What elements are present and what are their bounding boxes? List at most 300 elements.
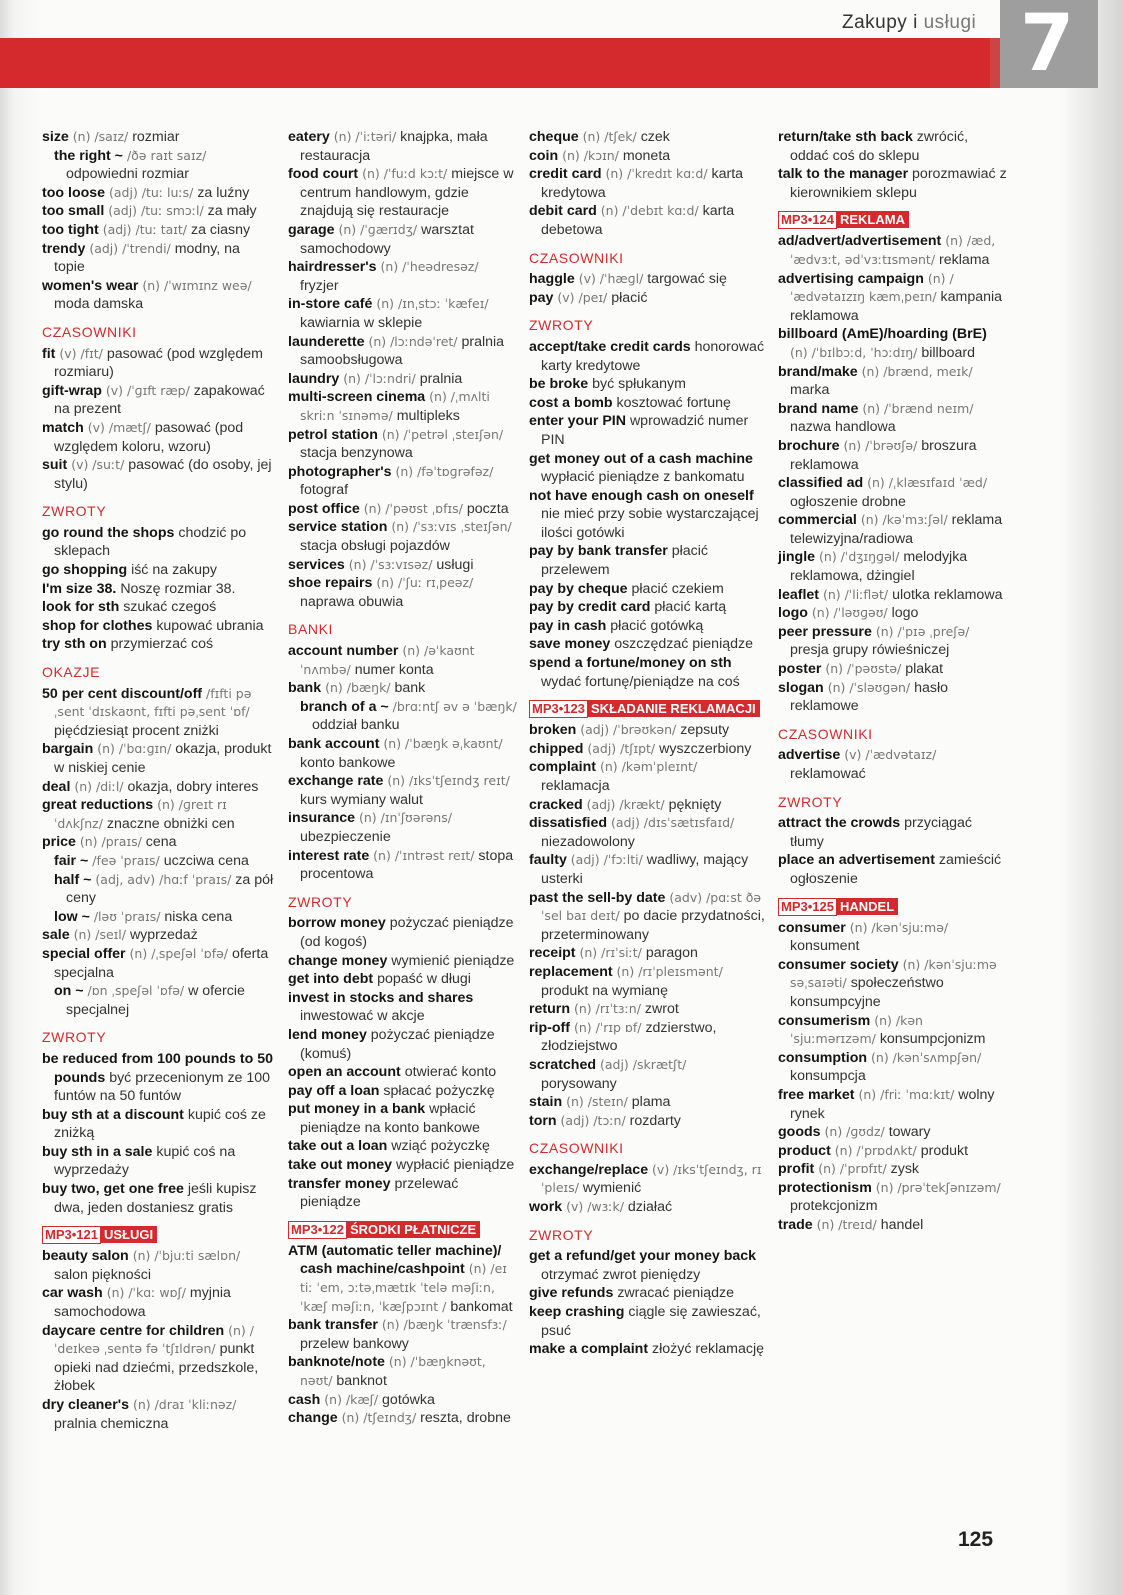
- entry-term: post office: [288, 500, 360, 517]
- vocab-entry: [288, 642, 518, 679]
- entry-translation: przelewać pieniądze: [300, 1175, 459, 1211]
- entry-phonetic: (n) /ˈiːtəri/: [333, 129, 397, 144]
- entry-translation: okazja, dobry interes: [127, 778, 259, 795]
- vocab-entry: [529, 1284, 765, 1303]
- entry-term: keep crashing: [529, 1304, 625, 1321]
- vocab-entry: [529, 338, 765, 375]
- entry-translation: złożyć reklamację: [652, 1341, 764, 1358]
- vocab-entry: [529, 542, 765, 579]
- entry-term: brand name: [778, 400, 859, 417]
- audio-section-title: REKLAMA: [837, 211, 909, 228]
- entry-translation: w ofercie specjalnej: [66, 983, 245, 1018]
- entry-term: banknote/note: [288, 1354, 385, 1371]
- entry-phonetic: /fɪfti pəˌsent ˈdɪskaʊnt, fɪfti pəˌsent ˈɒf/: [54, 685, 252, 720]
- vocab-entry: [288, 1175, 518, 1212]
- section-heading: ZWROTY: [288, 893, 353, 910]
- entry-term: buy sth in a sale: [42, 1143, 153, 1160]
- entry-phonetic: (n) /ˈpetrəl ˌsteɪʃən/: [381, 426, 504, 442]
- entry-translation: za luźny: [197, 184, 250, 201]
- vocab-entry: [42, 1284, 274, 1321]
- entry-term: bargain: [42, 741, 94, 758]
- entry-term: stain: [529, 1094, 563, 1111]
- entry-term: peer pressure: [778, 623, 872, 640]
- entry-term: haggle: [529, 271, 575, 288]
- audio-track-tag: MP3•121: [42, 1226, 101, 1244]
- entry-phonetic: /feə ˈpraɪs/: [92, 852, 160, 868]
- entry-phonetic: (n) /ˈlɔːndri/: [343, 370, 416, 386]
- entry-phonetic: (adj) /krækt/: [586, 796, 665, 812]
- audio-track-tag: MP3•122: [288, 1221, 347, 1239]
- entry-term: change: [288, 1410, 338, 1427]
- entry-term: spend a fortune/money on sth: [529, 655, 732, 672]
- entry-term: pay by credit card: [529, 599, 651, 616]
- vocab-entry: [288, 295, 518, 332]
- entry-term: look for sth: [42, 599, 120, 616]
- vocab-entry: [42, 945, 274, 982]
- vocab-entry: [42, 1106, 274, 1143]
- entry-phonetic: (n) /rɪˈtɜːn/: [573, 1001, 641, 1017]
- entry-phonetic: (n) /ˈbrəʊʃə/: [843, 437, 918, 453]
- entry-phonetic: (adj) /skrætʃt/: [599, 1056, 687, 1072]
- entry-translation: otrzymać zwrot pieniędzy: [541, 1266, 701, 1283]
- entry-phonetic: (n) /ˈkɑː wɒʃ/: [106, 1285, 186, 1301]
- vocab-entry: [529, 147, 765, 166]
- entry-translation: płacić przelewem: [541, 543, 709, 579]
- entry-term: trendy: [42, 240, 86, 257]
- entry-phonetic: (n) /ˌklæsɪfaɪd ˈæd/: [867, 475, 988, 491]
- entry-term: put money in a bank: [288, 1101, 426, 1118]
- vocab-entry: [288, 847, 518, 884]
- entry-term: billboard (AmE)/hoarding (BrE): [778, 326, 987, 343]
- vocab-entry: [42, 345, 274, 382]
- vocab-entry: [288, 556, 518, 575]
- entry-term: services: [288, 556, 345, 573]
- entry-term: get money out of a cash machine: [529, 450, 753, 467]
- entry-term: change money: [288, 952, 388, 969]
- entry-translation: za pół ceny: [66, 871, 274, 907]
- entry-phonetic: (n) /friː ˈmɑːkɪt/: [858, 1086, 955, 1102]
- entry-phonetic: (n) /kæʃ/: [324, 1391, 379, 1407]
- vocab-entry: [778, 623, 1008, 660]
- vocab-entry: [529, 796, 765, 815]
- vocab-entry: [778, 363, 1008, 400]
- entry-term: leaflet: [778, 586, 820, 603]
- entry-term: multi-screen cinema: [288, 389, 426, 406]
- entry-phonetic: (n) /ˈɡærɪdʒ/: [338, 221, 418, 237]
- entry-term: coin: [529, 147, 559, 164]
- entry-phonetic: (n) /ˈprɒfɪt/: [818, 1161, 887, 1177]
- entry-phonetic: (n) /kənˈsjuːmə səˌsaɪəti/: [790, 956, 997, 991]
- entry-translation: kampania reklamowa: [790, 289, 1003, 324]
- entry-term: shoe repairs: [288, 575, 373, 592]
- entry-term: deal: [42, 778, 71, 795]
- entry-phonetic: (n) /ˈpəʊstə/: [825, 661, 902, 677]
- entry-phonetic: (v) /ˈhæɡl/: [578, 271, 644, 287]
- entry-translation: billboard: [921, 344, 975, 361]
- entry-term: pay: [529, 289, 554, 306]
- entry-term: trade: [778, 1217, 813, 1234]
- vocab-entry: [288, 735, 518, 772]
- vocab-entry: [288, 370, 518, 389]
- entry-phonetic: (n) /ˈkredɪt kɑːd/: [605, 166, 708, 182]
- vocab-entry: [288, 698, 518, 735]
- vocab-entry: [529, 944, 765, 963]
- vocab-entry: [42, 982, 274, 1019]
- entry-translation: chodzić po sklepach: [54, 524, 247, 560]
- vocab-entry: [42, 796, 274, 833]
- entry-term: service station: [288, 519, 388, 536]
- vocab-entry: [529, 128, 765, 147]
- entry-term: laundry: [288, 370, 340, 387]
- entry-translation: protekcjonizm: [790, 1198, 878, 1215]
- header-red-bar: [0, 38, 990, 88]
- entry-translation: targować się: [647, 271, 727, 288]
- vocab-entry: [288, 772, 518, 809]
- entry-phonetic: (n) /ˌmʌlti skriːn ˈsɪnəmə/: [300, 389, 490, 423]
- entry-translation: moneta: [622, 147, 671, 164]
- entry-term: try sth on: [42, 636, 107, 653]
- entry-phonetic: (n) /ˈædvətaɪzɪŋ kæmˌpeɪn/: [790, 270, 954, 305]
- entry-term: advertise: [778, 747, 841, 764]
- vocab-entry: [42, 598, 274, 617]
- entry-phonetic: /ləʊ ˈpraɪs/: [93, 908, 161, 924]
- entry-translation: plakat: [905, 661, 944, 678]
- entry-term: cost a bomb: [529, 394, 613, 411]
- vocab-entry: [529, 202, 765, 239]
- entry-translation: moda damska: [54, 296, 144, 313]
- entry-term: jingle: [778, 549, 816, 566]
- entry-phonetic: (n) /bæŋk/: [325, 680, 391, 696]
- entry-phonetic: (adj) /ˈfɔːlti/: [570, 852, 643, 868]
- entry-phonetic: (v) /wɜːk/: [566, 1199, 624, 1215]
- entry-term: transfer money: [288, 1175, 391, 1192]
- entry-phonetic: (n) /seɪl/: [73, 927, 126, 943]
- entry-phonetic: (adj) /dɪsˈsætɪsfaɪd/: [611, 815, 735, 831]
- entry-translation: inwestować w akcje: [300, 1008, 425, 1025]
- entry-phonetic: /brɑːntʃ əv ə ˈbæŋk/: [392, 698, 517, 714]
- entry-phonetic: (n) /ˈbæŋknəʊt, nəʊt/: [300, 1354, 486, 1388]
- entry-translation: reszta, drobne: [420, 1410, 511, 1427]
- entry-translation: usługi: [436, 556, 474, 573]
- entry-term: branch of a ~: [300, 698, 389, 715]
- section-heading: ZWROTY: [42, 503, 107, 520]
- entry-translation: społeczeństwo konsumpcyjne: [790, 975, 944, 1010]
- vocab-entry: [778, 1086, 1008, 1123]
- entry-phonetic: (n) /ɪnˌstɔː ˈkæfeɪ/: [376, 296, 489, 312]
- vocab-entry: [529, 889, 765, 945]
- vocab-entry: [42, 128, 274, 147]
- entry-translation: stacja benzynowa: [300, 445, 413, 462]
- entry-phonetic: (n) /ˈpɪə ˌpreʃə/: [875, 623, 970, 639]
- entry-phonetic: (n) /ˈbɪlbɔːd, ˈhɔːdɪŋ/: [790, 344, 918, 360]
- entry-term: slogan: [778, 679, 824, 696]
- entry-phonetic: (adj) /tuː luːs/: [109, 184, 194, 200]
- entry-translation: płacić gotówką: [610, 617, 704, 634]
- entry-translation: znaczne obniżki cen: [106, 815, 235, 832]
- entry-translation: pasować (do osoby, jej stylu): [54, 457, 272, 492]
- vocab-entry: [288, 388, 518, 425]
- entry-phonetic: (n) /brænd, meɪk/: [861, 363, 973, 379]
- entry-term: size: [42, 129, 69, 145]
- entry-translation: popaść w długi: [377, 971, 471, 988]
- entry-term: invest in stocks and shares: [288, 989, 474, 1006]
- entry-translation: wymienić pieniądze: [391, 952, 515, 969]
- vocab-entry: [288, 165, 518, 221]
- entry-translation: wadliwy, mający usterki: [541, 852, 749, 887]
- vocab-entry: [778, 956, 1008, 1012]
- entry-translation: karta kredytowa: [541, 166, 744, 201]
- entry-term: credit card: [529, 166, 602, 183]
- vocab-entry: [288, 1082, 518, 1101]
- entry-phonetic: (n) /ˈsɜːvɪs ˌsteɪʃən/: [391, 519, 512, 535]
- entry-translation: iść na zakupy: [131, 562, 218, 579]
- entry-phonetic: (v) /peɪ/: [557, 289, 608, 305]
- vocab-entry: [529, 270, 765, 289]
- chapter-number: 7: [1020, 0, 1075, 89]
- vocab-entry: [778, 1179, 1008, 1216]
- entry-translation: banknot: [336, 1373, 387, 1389]
- vocab-entry: [529, 1340, 765, 1359]
- entry-phonetic: (n) /fəˈtɒɡrəfəz/: [395, 463, 494, 479]
- entry-term: take out a loan: [288, 1138, 388, 1155]
- entry-term: I'm size 38.: [42, 580, 117, 597]
- vocab-entry: [288, 1100, 518, 1137]
- entry-translation: kurs wymiany walut: [300, 791, 423, 808]
- audio-section-heading: [778, 211, 1008, 229]
- vocab-column-1: [42, 128, 274, 1433]
- entry-term: petrol station: [288, 426, 378, 443]
- entry-translation: gotówka: [382, 1391, 435, 1408]
- entry-translation: multipleks: [396, 407, 460, 424]
- entry-term: protectionism: [778, 1179, 872, 1196]
- entry-term: return/take sth back: [778, 129, 913, 145]
- entry-term: product: [778, 1142, 831, 1159]
- entry-translation: wyszczerbiony: [659, 740, 752, 757]
- section-heading: CZASOWNIKI: [529, 249, 624, 266]
- vocab-entry: [778, 679, 1008, 716]
- entry-translation: bank: [394, 680, 426, 697]
- entry-translation: knajpka, mała restauracja: [300, 129, 488, 164]
- entry-phonetic: (v) /ɪksˈtʃeɪndʒ, rɪˈpleɪs/: [541, 1161, 762, 1196]
- vocab-entry: [778, 604, 1008, 623]
- entry-term: logo: [778, 605, 808, 622]
- entry-translation: rozdarty: [629, 1112, 681, 1129]
- entry-term: too tight: [42, 221, 99, 238]
- entry-term: exchange rate: [288, 773, 384, 790]
- entry-term: commercial: [778, 512, 857, 529]
- entry-translation: przymierzać coś: [110, 636, 214, 653]
- vocab-entry: [529, 758, 765, 795]
- vocab-entry: [529, 654, 765, 691]
- entry-translation: działać: [627, 1199, 673, 1216]
- entry-term: go shopping: [42, 562, 128, 579]
- entry-phonetic: (adj) /ˈtrendi/: [89, 240, 171, 256]
- entry-phonetic: (n) /diːl/: [74, 778, 124, 794]
- entry-term: pay in cash: [529, 617, 607, 634]
- entry-term: advertising campaign: [778, 270, 924, 287]
- vocab-entry: [529, 1019, 765, 1056]
- entry-term: dry cleaner's: [42, 1397, 129, 1413]
- vocab-entry: [778, 437, 1008, 474]
- vocab-entry: [529, 487, 765, 543]
- vocab-entry: [288, 1156, 518, 1175]
- entry-term: scratched: [529, 1056, 597, 1073]
- entry-phonetic: /ɒn ˌspeʃəl ˈɒfə/: [87, 983, 185, 999]
- entry-term: dissatisfied: [529, 815, 608, 832]
- entry-translation: naprawa obuwia: [300, 593, 404, 610]
- entry-term: special offer: [42, 945, 126, 962]
- vocab-entry: [778, 919, 1008, 956]
- entry-translation: myjnia samochodowa: [54, 1285, 231, 1321]
- vocab-entry: [288, 1137, 518, 1156]
- vocab-entry: [529, 851, 765, 888]
- header-red-bar-edge: [990, 38, 1000, 88]
- entry-phonetic: (n) /treɪd/: [816, 1217, 877, 1233]
- section-heading: CZASOWNIKI: [529, 1140, 624, 1157]
- vocab-column-2: [288, 128, 518, 1428]
- entry-translation: wydać fortunę/pieniądze na coś: [541, 673, 740, 690]
- vocab-entry: [529, 617, 765, 636]
- entry-term: ATM (automatic teller machine)/ cash machine/cashpoint: [288, 1242, 502, 1278]
- entry-term: brand/make: [778, 363, 858, 380]
- entry-translation: pasować (pod względem koloru, wzoru): [54, 419, 244, 455]
- vocab-entry: [42, 184, 274, 203]
- entry-term: give refunds: [529, 1285, 614, 1302]
- entry-translation: towary: [888, 1124, 931, 1141]
- entry-term: photographer's: [288, 463, 392, 480]
- entry-phonetic: (n) /praɪs/: [79, 834, 142, 850]
- entry-term: buy two, get one free: [42, 1181, 184, 1198]
- entry-phonetic: (n) /ɪnˈʃʊərəns/: [358, 810, 452, 826]
- entry-term: bank account: [288, 736, 380, 752]
- entry-phonetic: (n) /kənˈsjuːmərɪzəm/: [790, 1012, 923, 1047]
- entry-term: gift-wrap: [42, 382, 102, 399]
- audio-section-heading: [288, 1221, 518, 1239]
- audio-track-tag: MP3•123: [529, 700, 588, 718]
- section-heading: CZASOWNIKI: [778, 725, 873, 742]
- entry-term: save money: [529, 636, 611, 653]
- vocab-entry: [529, 1093, 765, 1112]
- entry-translation: kupić coś ze zniżką: [54, 1106, 266, 1142]
- entry-translation: czek: [640, 129, 670, 145]
- entry-phonetic: (n) /ˈləʊɡəʊ/: [811, 605, 888, 621]
- vocab-entry: [42, 926, 274, 945]
- entry-term: half ~: [54, 871, 92, 888]
- entry-term: debit card: [529, 203, 597, 220]
- section-heading: CZASOWNIKI: [42, 323, 137, 340]
- entry-term: food court: [288, 166, 359, 183]
- vocab-entry: [42, 778, 274, 797]
- entry-phonetic: (n) /rɪˈpleɪsmənt/: [616, 963, 723, 979]
- entry-term: attract the crowds: [778, 815, 901, 832]
- entry-translation: okazja, produkt w niskiej cenie: [54, 741, 272, 776]
- vocab-entry: [42, 833, 274, 852]
- entry-translation: zysk: [890, 1161, 919, 1178]
- vocab-entry: [42, 277, 274, 314]
- entry-translation: przelew bankowy: [300, 1335, 409, 1352]
- section-title-part1: Zakupy i: [842, 12, 918, 33]
- vocab-entry: [42, 202, 274, 221]
- entry-term: cash: [288, 1391, 321, 1408]
- entry-translation: miejsce w centrum handlowym, gdzie znajdują się restauracje: [300, 166, 514, 220]
- entry-translation: punkt opieki nad dziećmi, przedszkole, żłobek: [54, 1341, 259, 1395]
- audio-section-title: SKŁADANIE REKLAMACJI: [588, 700, 760, 717]
- entry-translation: kawiarnia w sklepie: [300, 314, 423, 331]
- entry-term: talk to the manager: [778, 166, 909, 183]
- entry-translation: ulotka reklamowa: [892, 586, 1003, 603]
- vocab-entry: [529, 1112, 765, 1131]
- entry-term: faulty: [529, 852, 567, 869]
- vocab-entry: [42, 240, 274, 277]
- entry-phonetic: (adj) /tuː taɪt/: [102, 221, 188, 237]
- vocab-entry: [288, 914, 518, 951]
- entry-term: complaint: [529, 759, 597, 776]
- vocab-entry: [778, 586, 1008, 605]
- entry-translation: płacić: [611, 289, 648, 306]
- entry-phonetic: (adv) /pɑːst ðə ˈsel baɪ deɪt/: [541, 889, 762, 924]
- vocab-entry: [288, 809, 518, 846]
- entry-translation: reklama telewizyjna/radiowa: [790, 512, 1003, 547]
- vocab-entry: [778, 851, 1008, 888]
- vocab-entry: [288, 1026, 518, 1063]
- entry-term: chipped: [529, 740, 584, 757]
- audio-section-heading: [778, 898, 1008, 916]
- entry-phonetic: (n) /ˈprɒdʌkt/: [834, 1142, 917, 1158]
- entry-term: enter your PIN: [529, 413, 626, 430]
- vocab-entry: [42, 1322, 274, 1396]
- entry-term: insurance: [288, 810, 356, 827]
- vocab-entry: [778, 1049, 1008, 1086]
- entry-translation: nazwa handlowa: [790, 419, 896, 436]
- entry-translation: jeśli kupisz dwa, jeden dostaniesz gratis: [54, 1181, 257, 1216]
- entry-translation: spłacać pożyczkę: [383, 1082, 495, 1099]
- entry-translation: stacja obsługi pojazdów: [300, 538, 450, 555]
- entry-phonetic: (n) /steɪn/: [566, 1094, 628, 1110]
- entry-translation: presja grupy rówieśniczej: [790, 642, 950, 659]
- vocab-entry: [288, 679, 518, 698]
- entry-translation: ciągle się zawieszać, psuć: [541, 1304, 761, 1339]
- vocab-entry: [529, 814, 765, 851]
- entry-phonetic: /ðə raɪt saɪz/: [126, 147, 207, 163]
- entry-phonetic: (v) /mætʃ/: [87, 419, 151, 435]
- entry-term: suit: [42, 457, 68, 474]
- entry-translation: pralnia chemiczna: [54, 1415, 169, 1432]
- entry-translation: pralnia samoobsługowa: [300, 333, 505, 369]
- entry-term: car wash: [42, 1285, 103, 1302]
- entry-translation: zwracać pieniądze: [617, 1285, 735, 1302]
- vocab-entry: [529, 598, 765, 617]
- vocab-entry: [42, 382, 274, 419]
- audio-track-tag: MP3•125: [778, 898, 837, 916]
- entry-term: low ~: [54, 908, 90, 925]
- vocab-entry: [42, 524, 274, 561]
- entry-term: beauty salon: [42, 1248, 129, 1265]
- entry-term: brochure: [778, 437, 840, 454]
- entry-term: too small: [42, 203, 105, 220]
- section-heading: ZWROTY: [529, 317, 594, 334]
- entry-translation: ubezpieczenie: [300, 828, 391, 845]
- vocab-entry: [288, 1391, 518, 1410]
- entry-translation: pięćdziesiąt procent zniżki: [54, 722, 219, 739]
- entry-phonetic: (n) /ˈbæŋk əˌkaʊnt/: [383, 736, 503, 751]
- vocab-entry: [529, 635, 765, 654]
- entry-term: be reduced from 100 pounds to 50 pounds: [42, 1050, 273, 1086]
- entry-translation: hasło reklamowe: [790, 679, 949, 715]
- entry-term: launderette: [288, 333, 365, 350]
- entry-phonetic: (n) /kəmˈpleɪnt/: [599, 759, 698, 775]
- entry-translation: zamieścić ogłoszenie: [790, 852, 1002, 887]
- entry-phonetic: (n) /bæŋk ˈtrænsfɜː/: [381, 1317, 507, 1333]
